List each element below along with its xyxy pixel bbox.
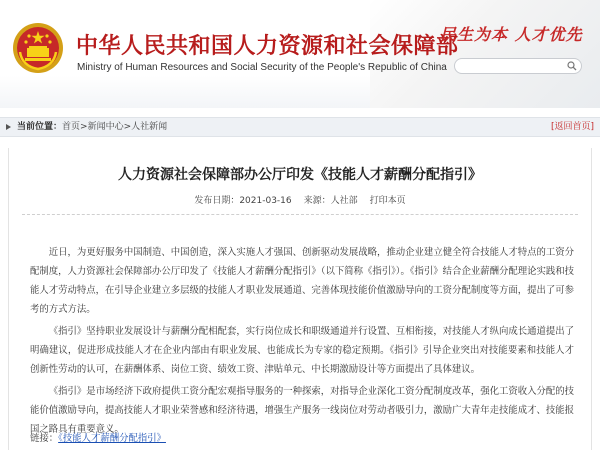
ministry-name-cn: 中华人民共和国人力资源和社会保障部 <box>76 34 459 59</box>
slogan: 民生为本 人才优先 <box>440 25 583 44</box>
national-emblem-icon <box>12 22 64 74</box>
ministry-name-en: Ministry of Human Resources and Social Security of the People's Republic of China <box>77 62 447 73</box>
publish-date-label: 发布日期： <box>194 196 240 206</box>
back-to-home-link[interactable]: [返回首页] <box>550 122 594 132</box>
attachment-link[interactable]: 《技能人才薪酬分配指引》 <box>58 433 166 444</box>
print-page-link[interactable]: 打印本页 <box>369 196 406 206</box>
breadcrumb-path <box>62 118 167 136</box>
breadcrumb-separator: > <box>123 122 132 132</box>
divider <box>22 214 578 215</box>
site-header <box>0 0 600 108</box>
search-icon[interactable] <box>567 61 577 71</box>
article-title: 人力资源社会保障部办公厅印发《技能人才薪酬分配指引》 <box>118 167 482 183</box>
publish-date-value: 2021-03-16 <box>239 196 292 206</box>
search-input[interactable] <box>454 58 582 74</box>
breadcrumb-separator: > <box>80 122 88 132</box>
breadcrumb-item-news-center[interactable]: 新闻中心 <box>87 122 124 132</box>
publish-date <box>194 196 291 206</box>
article-paragraph: 《指引》坚持职业发展设计与薪酬分配相配套，实行岗位成长和职级通道并行设置、互相衔接，对技能人才纵向成长通道提出了明确建议，促进形成技能人才在企业内部由有职业发展、也能成长为专家的稳定预期。《指引》引导企业突出对技能要素和技能人才创新性劳动的认可，在薪酬体系、岗位工资、绩效工资、津贴单元、中长期激励设计等方面提出了具体建议。 <box>30 326 574 375</box>
breadcrumb-label: 当前位置： <box>17 122 63 132</box>
source-label: 来源： <box>303 196 331 206</box>
article-meta <box>0 193 600 206</box>
breadcrumb <box>0 117 600 137</box>
breadcrumb-item-home[interactable]: 首页 <box>62 122 81 132</box>
article-body <box>30 243 574 442</box>
source <box>304 196 358 206</box>
source-value: 人社部 <box>330 196 358 206</box>
breadcrumb-item-hrss-news[interactable]: 人社新闻 <box>131 122 168 132</box>
attachment-label: 链接： <box>30 433 59 444</box>
article-paragraph: 近日，为更好服务中国制造、中国创造，深入实施人才强国、创新驱动发展战略，推动企业建立健全符合技能人才特点的工资分配制度，人力资源社会保障部办公厅印发了《技能人才薪酬分配指引》（以下简称《指引》）。《指引》结合企业薪酬分配理论实践和技能人才劳动特点，在引导企业建立多层级的技能人才职业发展通道、完善体现技能价值激励导向的工资分配制度等方面，提出了可参考的方式方法。 <box>30 247 574 315</box>
attachment <box>30 430 166 444</box>
breadcrumb-arrow-icon <box>6 124 11 130</box>
article-paragraph: 《指引》是市场经济下政府提供工资分配宏观指导服务的一种探索，对指导企业深化工资分配制度改革，强化工资收入分配的技能价值激励导向，提高技能人才职业荣誉感和经济待遇，增强生产服务一线岗位对劳动者吸引力，激励广大青年走技能成才、技能报国之路具有重要意义。 <box>30 386 574 435</box>
